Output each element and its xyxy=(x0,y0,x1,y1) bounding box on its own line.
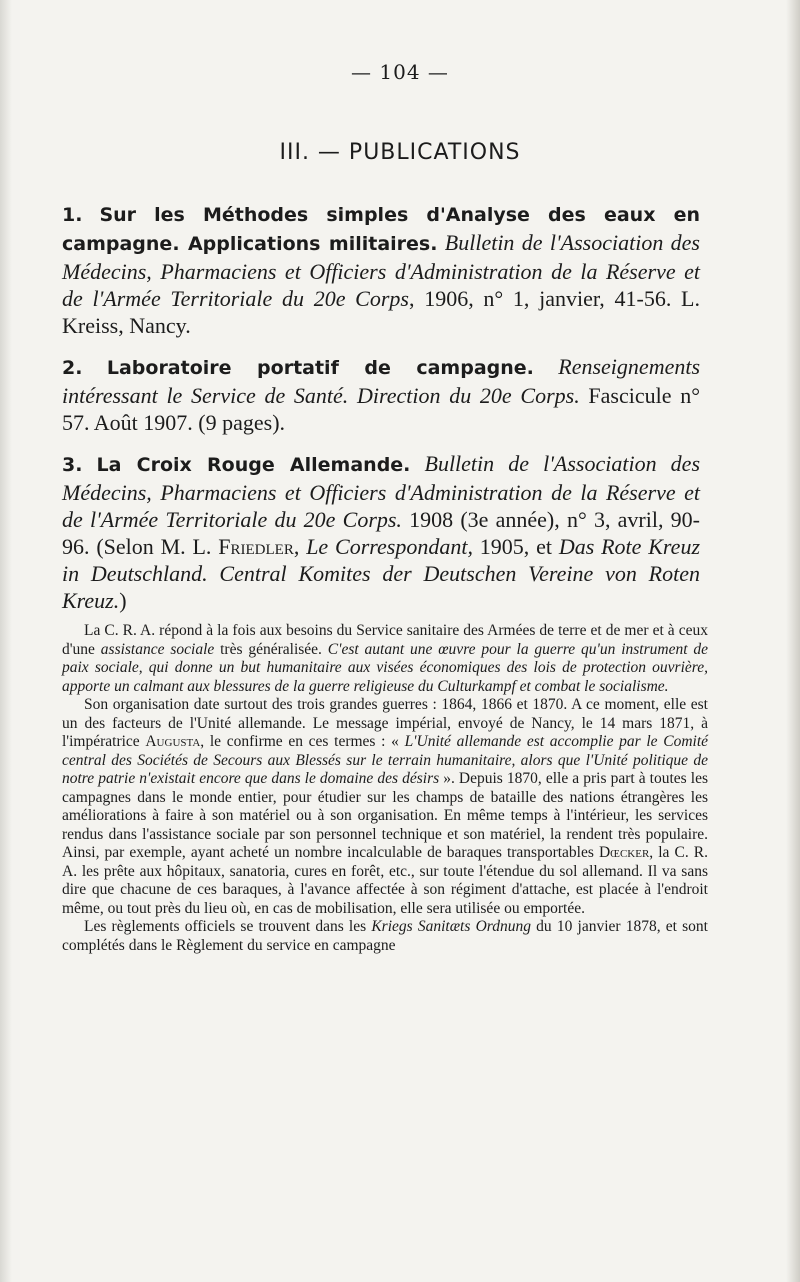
section-title: III. — PUBLICATIONS xyxy=(279,140,521,165)
entry-work: Das Rote Kreuz in Deutschland. Central Komites der Deutschen Vereine von Roten Kreuz. xyxy=(62,534,701,613)
commentary xyxy=(62,622,708,955)
text-run: assistance sociale xyxy=(100,640,215,658)
text-run: Les règlements officiels se trouvent dans les xyxy=(84,918,372,935)
entry-title: Sur les Méthodes simples d'Analyse des eaux en campagne. Applications militaires. xyxy=(62,204,700,255)
entry-number: 3. xyxy=(62,454,83,476)
entry-source: Bulletin de l'Association des Médecins, Pharmaciens et Officiers d'Administration de la Réserve et de l'Armée Territoriale du 20e Corps xyxy=(62,230,700,311)
entry-details: ) xyxy=(119,588,127,613)
text-run: ». Depuis 1870, elle a pris part à toutes les campagnes dans le monde entier, pour étudier sur les champs de bataille des nations étrangères les améliorations à faire à son matériel ou à son organisation. En même temps à l'intérieur, les services rendus dans l'assistance sociale par son personnel technique et son matériel, la rendent très populaire. Ainsi, par exemple, ayant acheté un nombre incalculable de baraques transportables xyxy=(62,770,708,861)
entry-work: Le Correspondant, xyxy=(306,534,473,559)
text-run: , la C. R. A. les prête aux hôpitaux, sanatoria, cures en forêt, etc., sur toute l'étendue du sol allemand. Il va sans dire que chacune de ces baraques, à l'avance affectée à son régiment d'attache, est placée à l'endroit même, ou tout près du lieu où, en cas de mobilisation, elle sera utilisée ou emportée. xyxy=(62,844,708,917)
person-name: Dœcker xyxy=(598,844,650,861)
person-name: Augusta xyxy=(145,733,201,750)
text-run: C'est autant une œuvre pour la guerre qu'un instrument de paix sociale, qui donne un but humanitaire aux visées économiques des lois de protection ouvrière, apporte un calmant aux blessures de la guerre religieuse du Culturkampf et combat le socialisme. xyxy=(62,640,708,695)
entry-details: , 1906, n° 1, janvier, 41-56. L. Kreiss, Nancy. xyxy=(62,286,700,338)
text-run: La C. R. A. répond à la fois aux besoins du Service sanitaire des Armées de terre et de mer et à ceux d'une xyxy=(62,622,708,658)
text-run: du 10 janvier 1878, et sont complétés dans le Règlement du service en campagne xyxy=(62,918,708,954)
text-run: très généralisée. xyxy=(214,640,328,658)
text-run: Son organisation date surtout des trois grandes guerres : 1864, 1866 et 1870. A ce moment, elle est un des facteurs de l'Unité allemande. Le message impérial, envoyé de Nancy, le 14 mars 1871, à l'impératrice xyxy=(62,696,708,750)
entry-source: Bulletin de l'Association des Médecins, Pharmaciens et Officiers d'Administration de la Réserve et de l'Armée Territoriale du 20e Corps. xyxy=(62,451,700,532)
publication-entry-1 xyxy=(62,200,700,339)
commentary-paragraph-1 xyxy=(62,622,708,696)
entry-author: Friedler xyxy=(218,534,294,559)
entry-details: 1908 (3e année), n° 3, avril, 90-96. (Selon M. L. xyxy=(62,507,700,559)
quotation: L'Unité allemande est accomplie par le Comité central des Sociétés de Secours aux Blessés sur le terrain humanitaire, alors que l'Unité politique de notre patrie n'existait encore que dans le domaine des désirs xyxy=(62,733,708,787)
text-run: , le confirme en ces termes : « xyxy=(200,733,405,750)
entry-title: La Croix Rouge Allemande. xyxy=(96,454,411,476)
entry-details: , xyxy=(293,534,307,559)
publication-list xyxy=(62,200,700,628)
entry-details: 1905, et xyxy=(472,534,559,559)
commentary-paragraph-2 xyxy=(62,696,708,918)
publication-entry-2 xyxy=(62,353,700,436)
page-number: — 104 — xyxy=(351,60,449,84)
entry-title: Laboratoire portatif de campagne. xyxy=(106,357,534,379)
publication-entry-3 xyxy=(62,450,700,614)
entry-details: Fascicule n° 57. Août 1907. (9 pages). xyxy=(62,383,700,435)
entry-number: 2. xyxy=(62,357,83,379)
commentary-paragraph-3 xyxy=(62,918,708,955)
page-edge-right xyxy=(786,0,800,1282)
entry-source: Renseignements intéressant le Service de Santé. Direction du 20e Corps. xyxy=(62,354,701,408)
page-edge-left xyxy=(0,0,12,1282)
text-run: Kriegs Sanitæts Ordnung xyxy=(371,918,531,935)
entry-number: 1. xyxy=(62,204,83,226)
